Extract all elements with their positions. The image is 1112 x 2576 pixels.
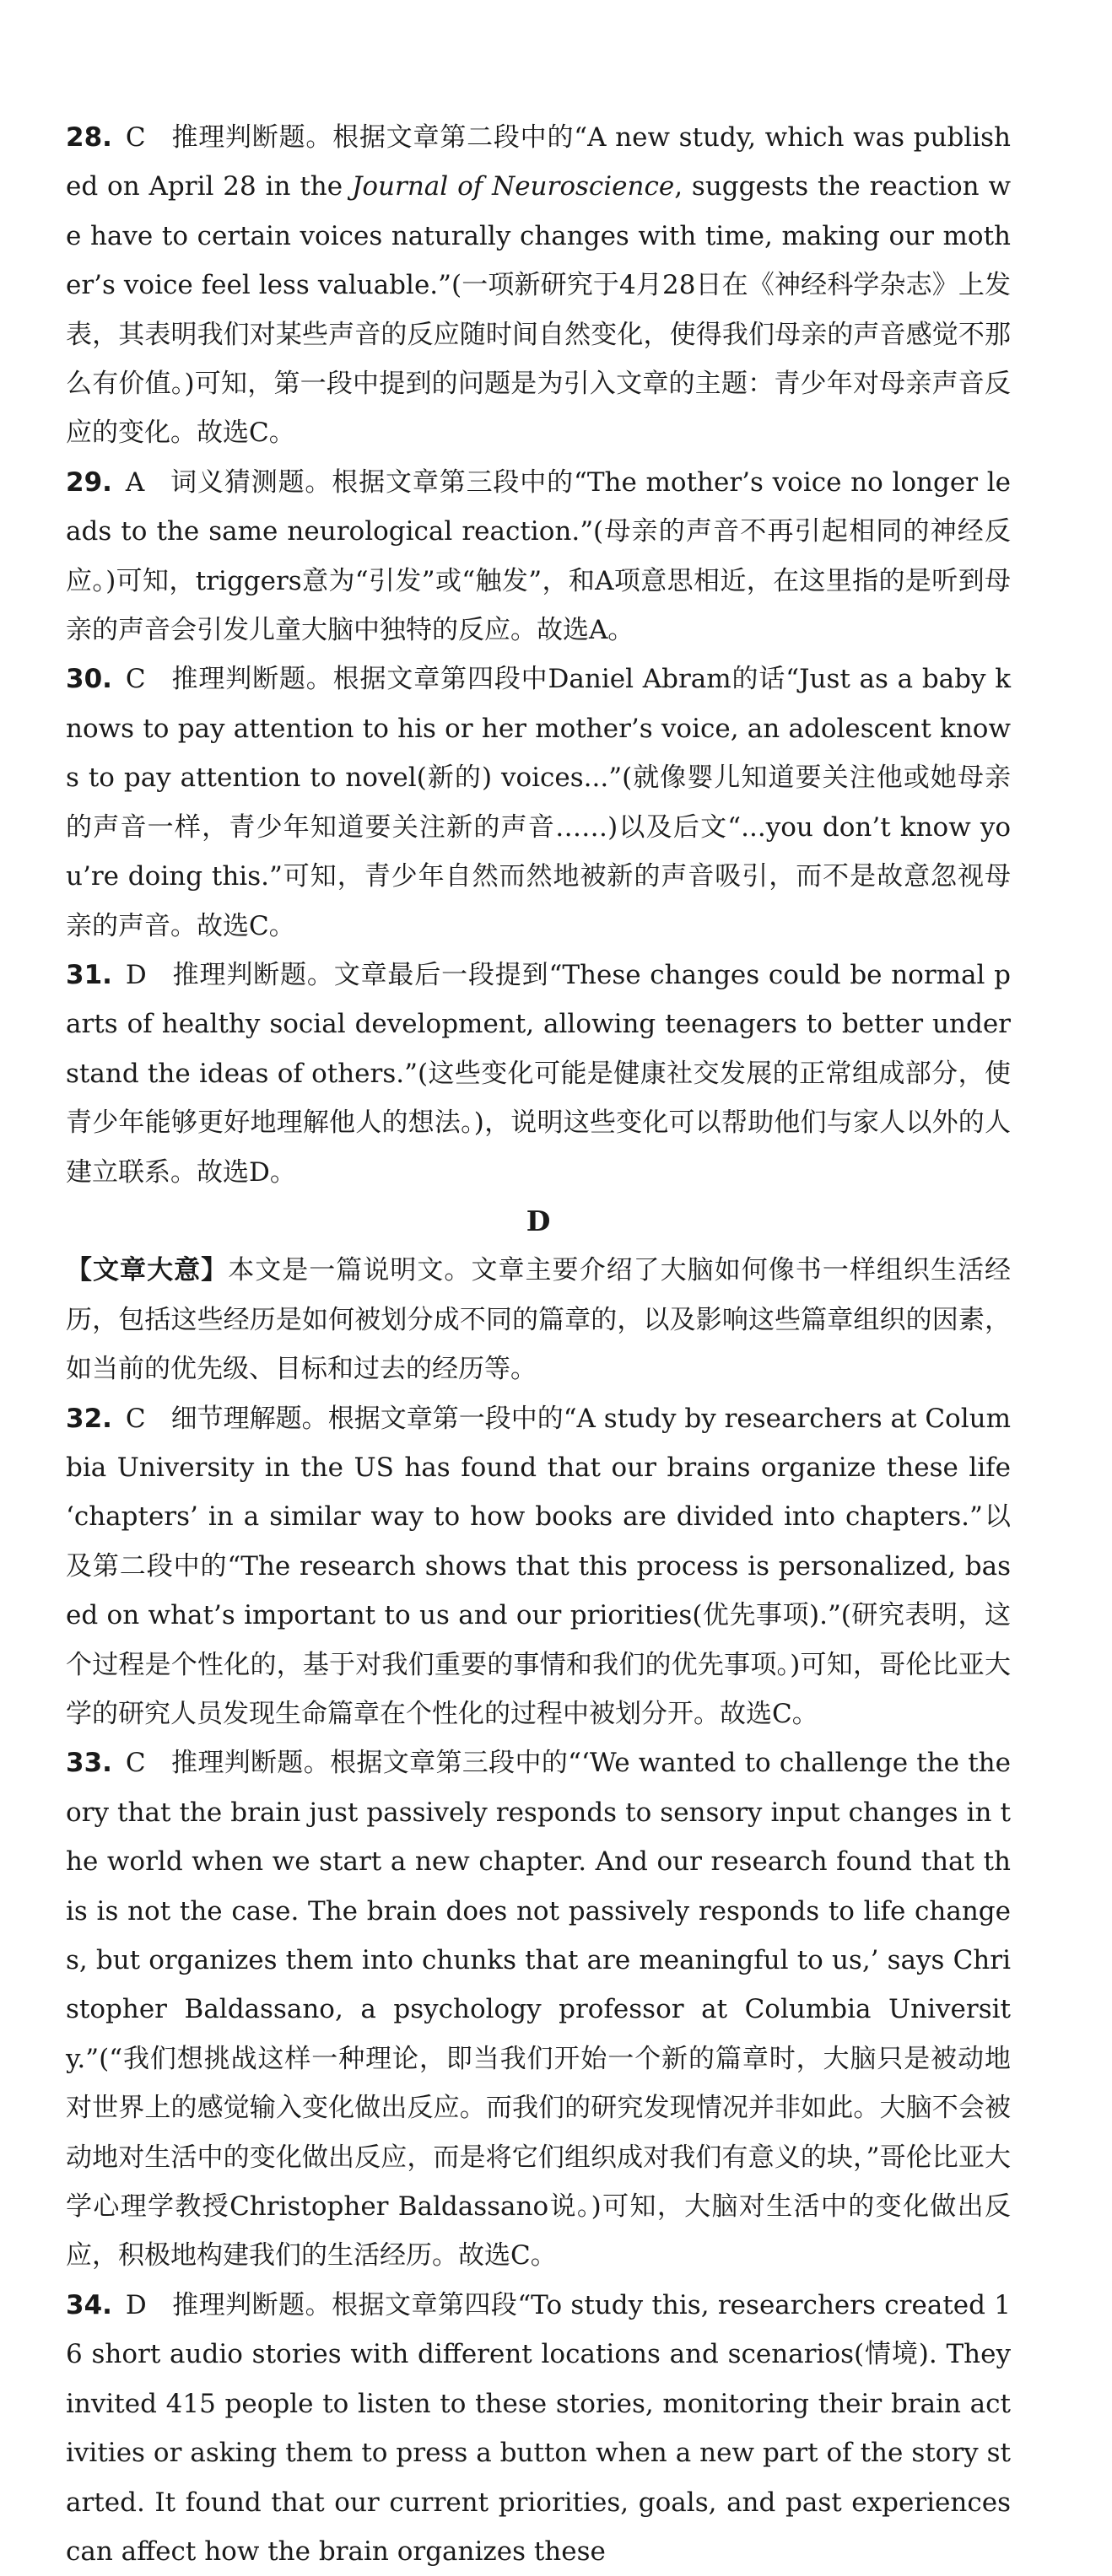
journal-title: Journal of Neuroscience (351, 171, 675, 202)
item-29 (66, 458, 1011, 655)
summary-text: 本文是一篇说明文。文章主要介绍了大脑如何像书一样组织生活经历，包括这些经历是如何被划分成不同的篇章的，以及影响这些篇章组织的因素，如当前的优先级、目标和过去的经历等。 (66, 1255, 1012, 1385)
answer-letter: A (125, 466, 145, 498)
section-heading-d: D (526, 1204, 551, 1237)
explanation-text: 根据文章第一段中的“A study by researchers at Columbia University in the US has found that our brains organize these life ‘chapters’ in a similar way to how books are divided into chapters.”以及第二段中的“The research shows that this process is personalized, based on what’s important to us and our priorities(优先事项).”(研究表明，这个过程是个性化的，基于对我们重要的事情和我们的优先事项。)可知，哥伦比亚大学的研究人员发现生命篇章在个性化的过程中被划分开。故选C。 (66, 1403, 1011, 1729)
answer-explanation-page (66, 113, 1011, 2576)
item-30 (66, 655, 1011, 950)
question-number: 29. (66, 466, 112, 498)
question-number: 34. (66, 2289, 112, 2320)
question-number: 28. (66, 122, 112, 153)
answer-letter: D (125, 959, 147, 990)
answer-letter: D (125, 2289, 147, 2320)
question-type: 推理判断题。 (170, 664, 333, 695)
item-28 (66, 113, 1011, 458)
answer-letter: C (125, 664, 146, 695)
question-number: 31. (66, 959, 112, 990)
explanation-text: 根据文章第二段中的“A new study, which was published on April 28 in the (66, 122, 1011, 202)
item-32 (66, 1394, 1011, 1739)
question-type: 推理判断题。 (170, 1748, 331, 1779)
answer-letter: C (125, 122, 146, 153)
question-type: 推理判断题。 (170, 122, 333, 153)
summary-tag: 【文章大意】 (66, 1255, 229, 1286)
explanation-text: 根据文章第三段中的“The mother’s voice no longer leads to the same neurological reaction.”(母亲的声音不再引起相同的神经反应。)可知，triggers意为“引发”或“触发”，和A项意思相近，在这里指的是听到母亲的声音会引发儿童大脑中独特的反应。故选A。 (66, 466, 1011, 646)
question-number: 30. (66, 664, 112, 695)
explanation-text: 文章最后一段提到“These changes could be normal parts of healthy social development, allowing teenagers to better understand the ideas of others.”(这些变化可能是健康社交发展的正常组成部分，使青少年能够更好地理解他人的想法。)，说明这些变化可以帮助他们与家人以外的人建立联系。故选D。 (66, 959, 1011, 1188)
answer-letter: C (125, 1748, 146, 1779)
question-type: 推理判断题。 (171, 959, 334, 990)
question-type: 细节理解题。 (170, 1403, 328, 1434)
explanation-text: 根据文章第三段中的“‘We wanted to challenge the theory that the brain just passively responds to sensory input changes in the world when we start a new chapter. And our research found that this is not the case. The brain does not passively responds to life changes, but organizes them into chunks that are meaningful to us,’ says Christopher Baldassano, a psychology professor at Columbia University.”(“我们想挑战这样一种理论，即当我们开始一个新的篇章时，大脑只是被动地对世界上的感觉输入变化做出反应。而我们的研究发现情况并非如此。大脑不会被动地对生活中的变化做出反应，而是将它们组织成对我们有意义的块，”哥伦比亚大学心理学教授Christopher Baldassano说。)可知，大脑对生活中的变化做出反应，积极地构建我们的生活经历。故选C。 (66, 1748, 1011, 2272)
explanation-text: 根据文章第四段中Daniel Abram的话“Just as a baby knows to pay attention to his or her mother’s voice, an adolescent knows to pay attention to novel(新的) voices...”(就像婴儿知道要关注他或她母亲的声音一样，青少年知道要关注新的声音……)以及后文“...you don’t know you’re doing this.”可知，青少年自然而然地被新的声音吸引，而不是故意忽视母亲的声音。故选C。 (66, 664, 1012, 941)
item-34 (66, 2281, 1011, 2576)
item-33 (66, 1738, 1011, 2280)
article-summary (66, 1246, 1011, 1393)
answer-letter: C (125, 1403, 146, 1434)
question-type: 推理判断题。 (171, 2289, 332, 2320)
explanation-text: 根据文章第四段“To study this, researchers created 16 short audio stories with different locations and scenarios(情境). They invited 415 people to listen to these stories, monitoring their brain activities or asking them to press a button when a new part of the story started. It found that our current priorities, goals, and past experiences can affect how the brain organizes these (66, 2289, 1012, 2567)
question-type: 词义猜测题。 (170, 466, 332, 498)
question-number: 32. (66, 1403, 112, 1434)
question-number: 33. (66, 1748, 112, 1779)
item-31 (66, 951, 1011, 1197)
explanation-text-cont: , suggests the reaction we have to certain voices naturally changes with time, making our mother’s voice feel less valuable.”(一项新研究于4月28日在《神经科学杂志》上发表，其表明我们对某些声音的反应随时间自然变化，使得我们母亲的声音感觉不那么有价值。)可知，第一段中提到的问题是为引入文章的主题：青少年对母亲声音反应的变化。故选C。 (66, 171, 1011, 449)
